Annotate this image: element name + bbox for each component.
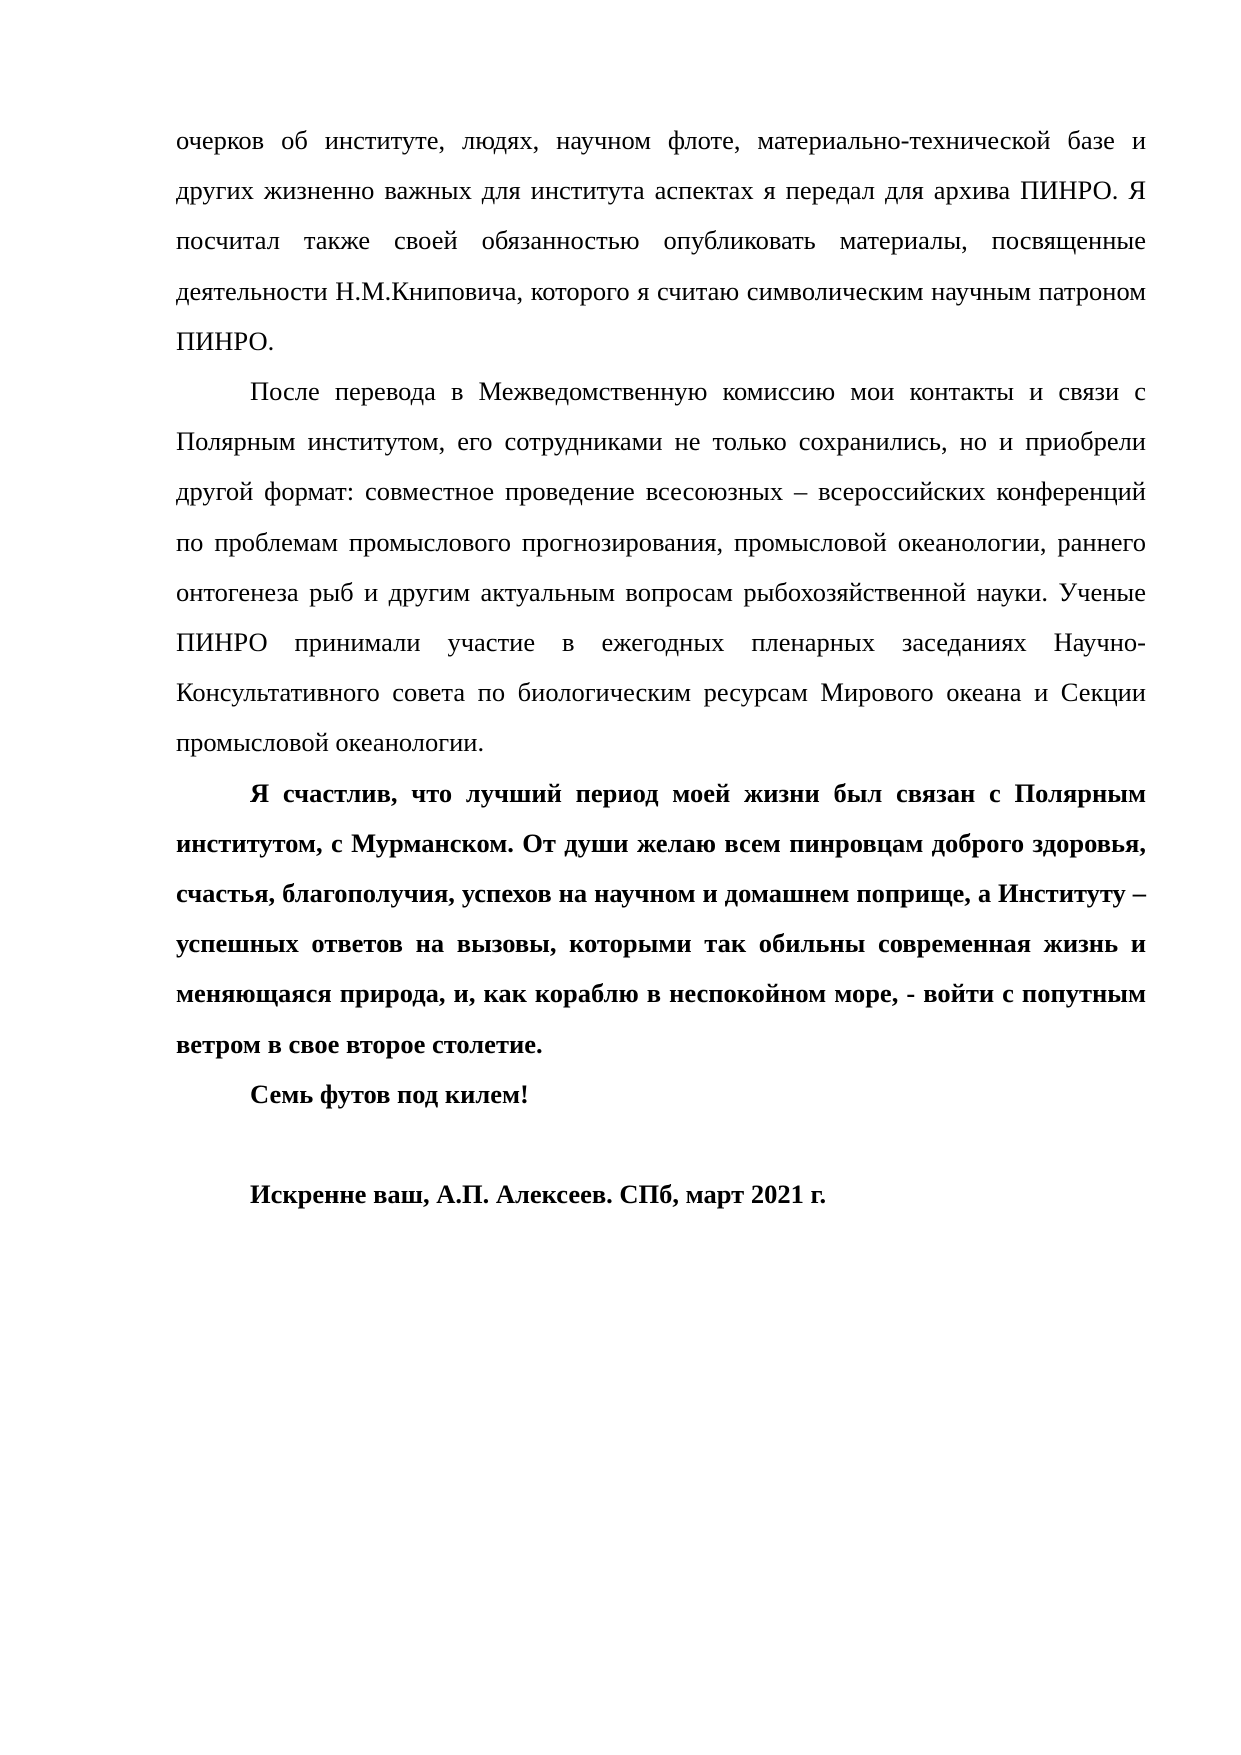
paragraph-wishes: Я счастлив, что лучший период моей жизни был связан с Полярным институтом, с Мурманском. От души желаю всем пинровцам доброго здоровья, счастья, благополучия, успехов на научном и домашнем поприще, а Институту – успешных ответов на вызовы, которыми так обильны современная жизнь и меняющаяся природа, и, как кораблю в неспокойном море, - войти с попутным ветром в свое второе столетие.	[176, 777, 1146, 1059]
document-body	[176, 115, 1146, 1219]
paragraph-archive-essays: очерков об институте, людях, научном флоте, материально-технической базе и других жизненно важных для института аспектах я передал для архива ПИНРО. Я посчитал также своей обязанностью опубликовать материалы, посвященные деятельности Н.М.Книповича, которого я считаю символическим научным патроном ПИНРО.	[176, 125, 1146, 356]
signature-line: Искренне ваш, А.П. Алексеев. СПб, март 2021 г.	[250, 1179, 827, 1210]
paragraph-seven-feet: Семь футов под килем!	[250, 1078, 529, 1109]
paragraph-interdepartmental-commission: После перевода в Межведомственную комиссию мои контакты и связи с Полярным институтом, его сотрудниками не только сохранились, но и приобрели другой формат: совместное проведение всесоюзных – всероссийских конференций по проблемам промыслового прогнозирования, промысловой океанологии, раннего онтогенеза рыб и другим актуальным вопросам рыбохозяйственной науки. Ученые ПИНРО принимали участие в ежегодных пленарных заседаниях Научно-Консультативного совета по биологическим ресурсам Мирового океана и Секции промысловой океанологии.	[176, 376, 1146, 758]
paragraph-gap	[176, 1119, 1146, 1169]
